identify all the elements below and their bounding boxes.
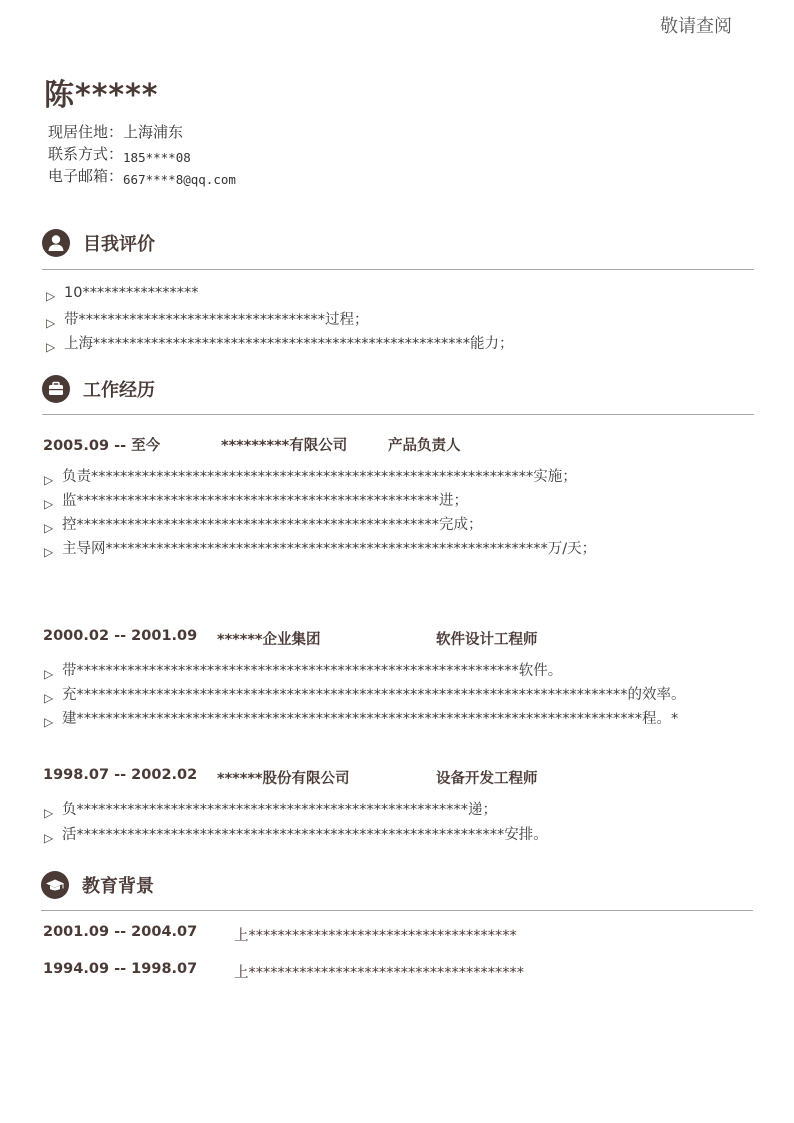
- triangle-bullet-icon: ▷: [44, 831, 54, 845]
- phone-value: 185****08: [123, 150, 191, 165]
- list-item: ▷ 活***********************************************************安排。: [44, 827, 548, 845]
- list-item: ▷ 控**************************************************完成；: [44, 517, 483, 535]
- triangle-bullet-icon: ▷: [44, 521, 54, 535]
- triangle-bullet-icon: ▷: [44, 691, 54, 705]
- triangle-bullet-icon: ▷: [44, 806, 54, 820]
- email-value: 667****8@qq.com: [123, 172, 236, 187]
- list-item: ▷ 充****************************************************************************的效率。: [44, 687, 686, 705]
- residence-value: 上海浦东: [123, 123, 184, 141]
- edu-period: 2001.09 -- 2004.07: [43, 924, 198, 940]
- list-item: ▷ 建******************************************************************************程。*: [44, 711, 679, 729]
- email-label: 电子邮箱：: [48, 167, 124, 185]
- graduation-cap-icon: [41, 871, 69, 899]
- triangle-bullet-icon: ▷: [46, 316, 56, 330]
- triangle-bullet-icon: ▷: [44, 545, 54, 559]
- person-icon: [42, 229, 70, 257]
- job-company: ******企业集团: [217, 632, 321, 648]
- job-company: *********有限公司: [221, 438, 348, 454]
- job-period: 2005.09 -- 至今: [43, 438, 161, 454]
- triangle-bullet-icon: ▷: [46, 340, 56, 354]
- triangle-bullet-icon: ▷: [44, 473, 54, 487]
- list-item: ▷ 负责*************************************************************实施；: [44, 469, 577, 487]
- job-role: 设备开发工程师: [436, 771, 538, 787]
- list-item: ▷ 上海****************************************************能力；: [46, 336, 514, 354]
- list-item: ▷ 监**************************************************进；: [44, 493, 468, 511]
- phone-label: 联系方式：: [48, 145, 124, 163]
- section-divider: [42, 269, 754, 270]
- section-divider: [42, 414, 754, 415]
- phone-line: [48, 143, 191, 164]
- section-title-self-eval: 目我评价: [83, 234, 155, 255]
- triangle-bullet-icon: ▷: [44, 497, 54, 511]
- job-period: 1998.07 -- 2002.02: [43, 767, 198, 783]
- list-item: ▷ 带**********************************过程；: [46, 312, 369, 330]
- list-item: ▷ 主导网*************************************************************万/天；: [44, 541, 597, 559]
- triangle-bullet-icon: ▷: [46, 289, 56, 303]
- edu-period: 1994.09 -- 1998.07: [43, 961, 198, 977]
- triangle-bullet-icon: ▷: [44, 715, 54, 729]
- edu-school: 上*************************************: [234, 928, 517, 944]
- briefcase-icon: [42, 375, 70, 403]
- candidate-name: 陈*****: [44, 78, 159, 113]
- job-period: 2000.02 -- 2001.09: [43, 628, 198, 644]
- job-role: 产品负责人: [388, 438, 461, 454]
- job-role: 软件设计工程师: [436, 632, 538, 648]
- header-note: 敬请查阅: [660, 16, 732, 37]
- residence-line: [48, 121, 183, 142]
- section-title-education: 教育背景: [82, 876, 154, 897]
- triangle-bullet-icon: ▷: [44, 667, 54, 681]
- residence-label: 现居住地：: [48, 123, 124, 141]
- list-item: ▷ 带*************************************************************软件。: [44, 663, 563, 681]
- list-item: ▷ 10****************: [46, 285, 199, 303]
- email-line: [48, 165, 236, 186]
- job-company: ******股份有限公司: [217, 771, 350, 787]
- list-item: ▷ 负******************************************************递；: [44, 802, 497, 820]
- section-title-work: 工作经历: [83, 380, 155, 401]
- section-divider: [41, 910, 753, 911]
- edu-school: 上**************************************: [234, 965, 524, 981]
